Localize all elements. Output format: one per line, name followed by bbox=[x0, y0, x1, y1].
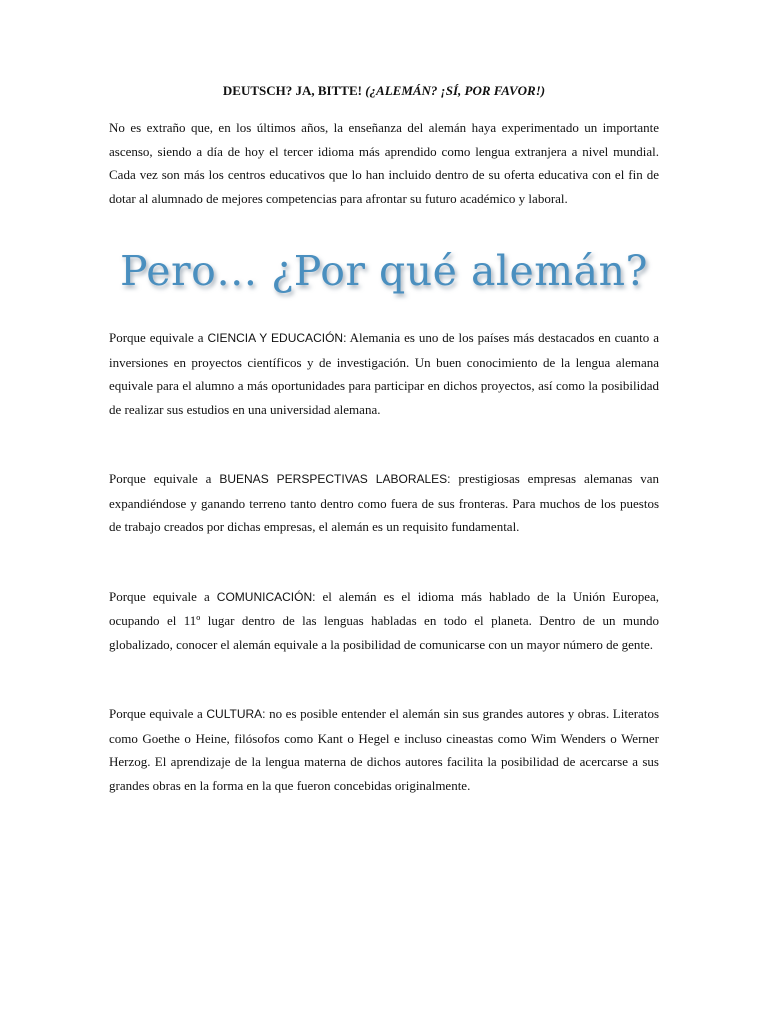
section-comunicacion bbox=[109, 585, 659, 657]
section-keyword: COMUNICACIÓN: bbox=[216, 589, 316, 604]
title-main: DEUTSCH? JA, BITTE! bbox=[222, 83, 366, 98]
section-lead: Porque equivale a bbox=[109, 588, 217, 604]
section-lead: Porque equivale a bbox=[109, 706, 207, 721]
section-text: no es posible entender el alemán sin sus grandes autores y obras. Literatos como Goethe o Heine, filósofos como Kant o Hegel e incluso cineastas como Wim Wenders o Werner Herzog. El aprendizaje de la lengua materna de dichos autores facilita la posibilidad de acercarse a sus grandes obras en la forma en la que fueron concebidas originalmente. bbox=[109, 706, 660, 793]
section-laborales bbox=[109, 467, 659, 539]
section-lead: Porque equivale a bbox=[109, 471, 220, 486]
section-text: el alemán es el idioma más hablado de la Unión Europea, ocupando el 11º lugar dentro de las lenguas habladas en todo el planeta. Dentro de un mundo globalizado, conocer el alemán equivale a la posibilidad de comunicarse con un mayor número de gente. bbox=[109, 588, 659, 652]
section-ciencia bbox=[109, 326, 659, 421]
section-cultura bbox=[109, 702, 659, 797]
headline: Pero… ¿Por qué alemán? bbox=[119, 247, 649, 295]
document-page bbox=[109, 82, 659, 797]
section-text: prestigiosas empresas alemanas van expandiéndose y ganando terreno tanto dentro como fuera de sus fronteras. Para muchos de los puestos de trabajo creados por dichas empresas, el alemán es un requisito fundamental. bbox=[109, 471, 659, 534]
section-keyword: BUENAS PERSPECTIVAS LABORALES: bbox=[219, 472, 451, 486]
section-lead: Porque equivale a bbox=[109, 330, 208, 345]
title-subtitle: (¿ALEMÁN? ¡SÍ, POR FAVOR!) bbox=[365, 83, 546, 98]
section-keyword: CIENCIA Y EDUCACIÓN: bbox=[207, 331, 347, 345]
section-text: Alemania es uno de los países más destacados en cuanto a inversiones en proyectos científicos y de investigación. Un buen conocimiento de la lengua alemana equivale para el alumno a más oportunidades para participar en dichos proyectos, así como la posibilidad de realizar sus estudios en una universidad alemana. bbox=[109, 330, 659, 417]
document-title bbox=[109, 82, 659, 100]
intro-paragraph: No es extraño que, en los últimos años, la enseñanza del alemán haya experimentado un importante ascenso, siendo a día de hoy el tercer idioma más aprendido como lengua extranjera a nivel mundial. Cada vez son más los centros educativos que lo han incluido dentro de su oferta educativa con el fin de dotar al alumnado de mejores competencias para afrontar su futuro académico y laboral. bbox=[109, 120, 659, 206]
section-keyword: CULTURA: bbox=[206, 707, 266, 721]
